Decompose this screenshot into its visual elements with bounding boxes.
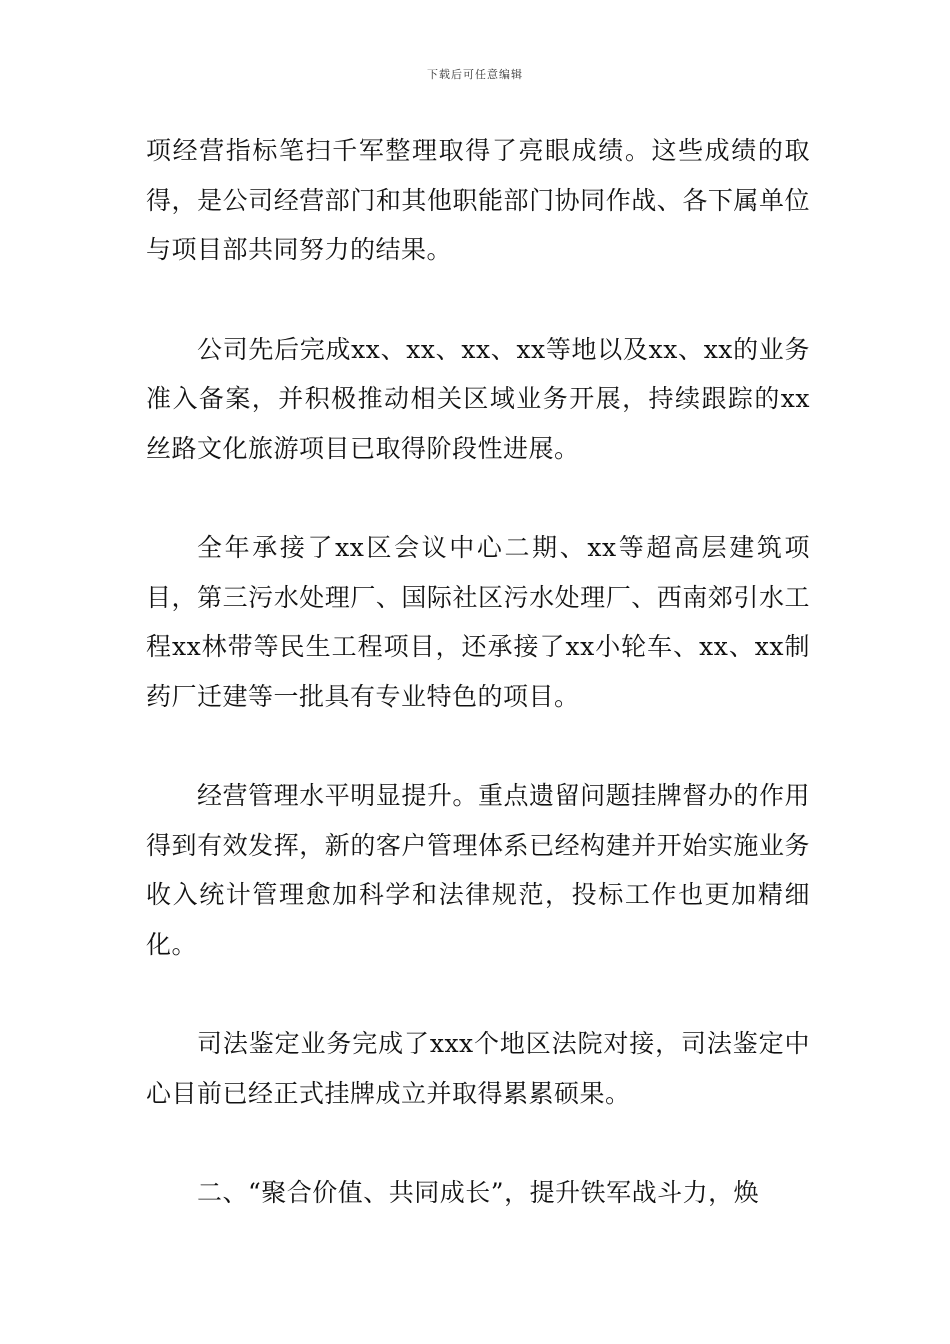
paragraph-2: 公司先后完成xx、xx、xx、xx等地以及xx、xx的业务准入备案，并积极推动相关区域业务开展，持续跟踪的xx丝路文化旅游项目已取得阶段性进展。 (146, 334, 810, 463)
paragraph-gap (146, 1118, 810, 1168)
paragraph-gap (146, 721, 810, 771)
paragraph-1: 项经营指标笔扫千军整理取得了亮眼成绩。这些成绩的取得，是公司经营部门和其他职能部门协同作战、各下属单位与项目部共同努力的结果。 (146, 136, 810, 264)
document-body (146, 126, 810, 1218)
paragraph-3: 全年承接了xx区会议中心二期、xx等超高层建筑项目，第三污水处理厂、国际社区污水处理厂、西南郊引水工程xx林带等民生工程项目，还承接了xx小轮车、xx、xx制药厂迁建等一批具有专业特色的项目。 (146, 533, 810, 711)
header-note: 下载后可任意编辑 (427, 68, 523, 81)
paragraph-5: 司法鉴定业务完成了xxx个地区法院对接，司法鉴定中心目前已经正式挂牌成立并取得累累硕果。 (146, 1029, 810, 1108)
paragraph-gap (146, 473, 810, 523)
paragraph-4: 经营管理水平明显提升。重点遗留问题挂牌督办的作用得到有效发挥，新的客户管理体系已经构建并开始实施业务收入统计管理愈加科学和法律规范，投标工作也更加精细化。 (146, 781, 810, 959)
paragraph-gap (146, 275, 810, 325)
section-heading: 二、“聚合价值、共同成长”，提升铁军战斗力，焕 (197, 1178, 760, 1207)
paragraph-gap (146, 969, 810, 1019)
